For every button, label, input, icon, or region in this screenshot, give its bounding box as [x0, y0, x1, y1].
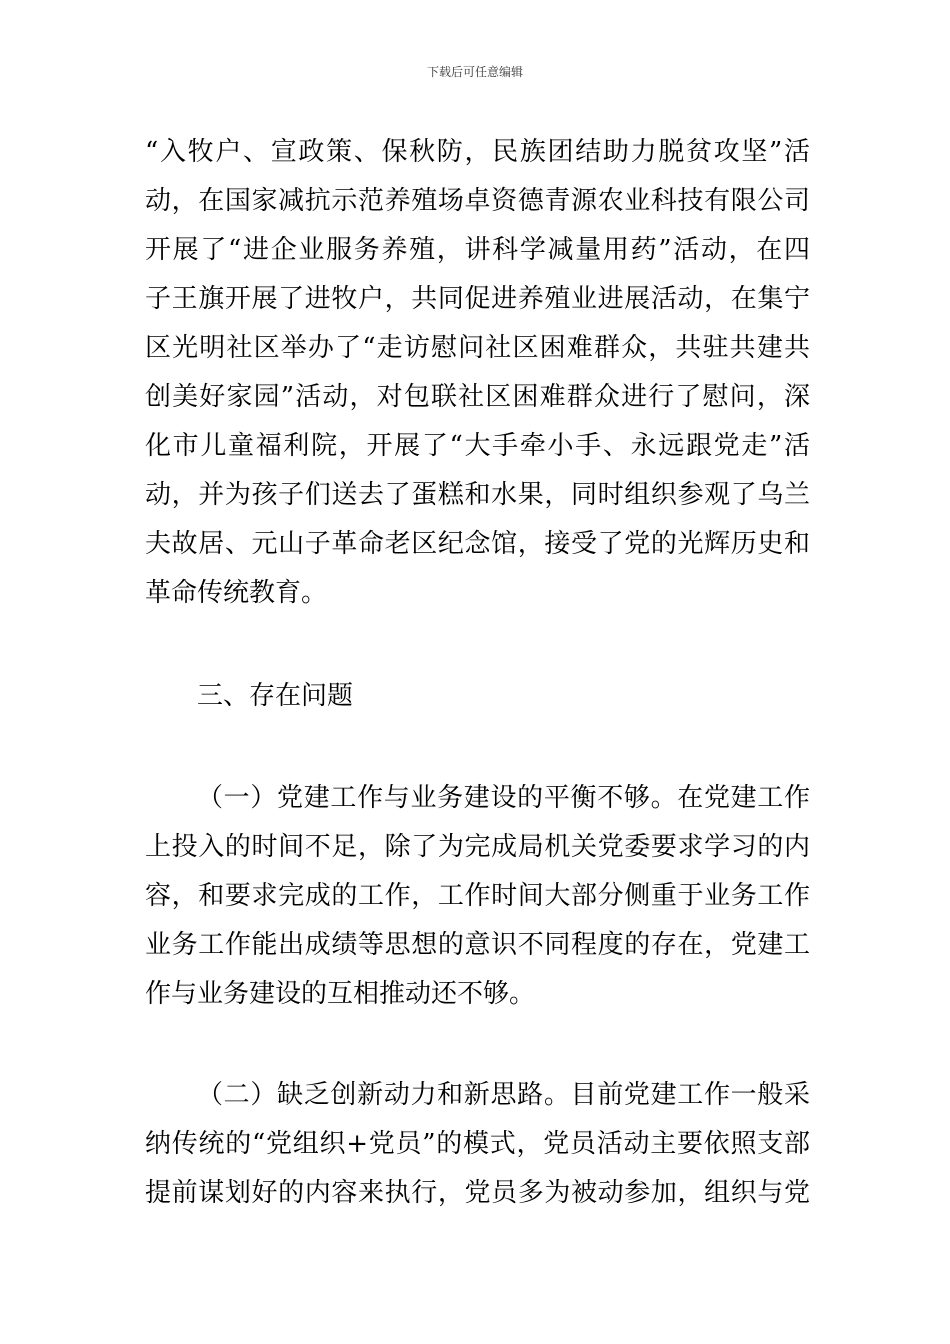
paragraph-line: 化市儿童福利院，开展了“大手牵小手、永远跟党走”活 — [145, 431, 810, 461]
paragraph-line: 纳传统的“党组织+党员”的模式，党员活动主要依照支部 — [145, 1129, 810, 1159]
paragraph-line: 夫故居、元山子革命老区纪念馆，接受了党的光辉历史和 — [145, 529, 810, 559]
paragraph-line: 子王旗开展了进牧户，共同促进养殖业进展活动，在集宁 — [145, 284, 810, 314]
paragraph-line: 上投入的时间不足，除了为完成局机关党委要求学习的内 — [145, 832, 810, 862]
paragraph-line: 动，并为孩子们送去了蛋糕和水果，同时组织参观了乌兰 — [145, 480, 810, 510]
section-heading: 三、存在问题 — [197, 681, 354, 711]
paragraph-line: 创美好家园”活动，对包联社区困难群众进行了慰问，深 — [145, 382, 810, 412]
page-header: 下载后可任意编辑 — [426, 65, 523, 79]
paragraph-line: 业务工作能出成绩等思想的意识不同程度的存在，党建工 — [145, 930, 810, 960]
paragraph-line: “入牧户、宣政策、保秋防，民族团结助力脱贫攻坚”活 — [145, 137, 810, 167]
paragraph-line: 动，在国家减抗示范养殖场卓资德青源农业科技有限公司 — [145, 186, 810, 216]
paragraph-line: 区光明社区举办了“走访慰问社区困难群众，共驻共建共 — [145, 333, 810, 363]
paragraph-line: 开展了“进企业服务养殖，讲科学减量用药”活动，在四 — [145, 235, 810, 265]
paragraph-line: 提前谋划好的内容来执行，党员多为被动参加，组织与党 — [145, 1178, 810, 1208]
paragraph-line: 容，和要求完成的工作，工作时间大部分侧重于业务工作 — [145, 881, 810, 911]
paragraph-line: （二）缺乏创新动力和新思路。目前党建工作一般采 — [197, 1080, 810, 1110]
paragraph-line: （一）党建工作与业务建设的平衡不够。在党建工作 — [197, 783, 810, 813]
paragraph-line: 革命传统教育。 — [145, 578, 328, 608]
paragraph-line: 作与业务建设的互相推动还不够。 — [145, 979, 536, 1009]
